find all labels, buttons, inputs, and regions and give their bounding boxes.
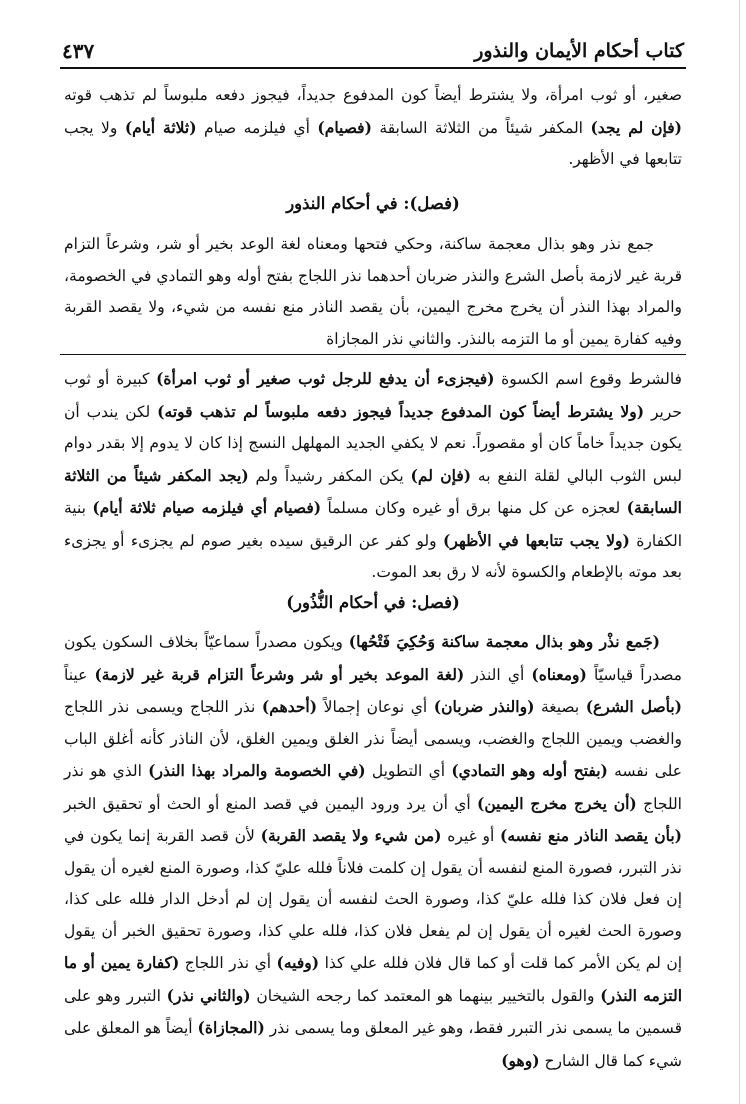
text-run: يكن المكفر رشيداً ولم [248, 466, 411, 485]
text-run: أي النذر [464, 665, 532, 684]
header-rule [60, 67, 686, 69]
bold-run: (فصيام أي فيلزمه صيام ثلاثة أيام) [92, 498, 322, 517]
text-run: بنية الكفارة [64, 499, 683, 550]
bold-run: (وفيه) [276, 953, 320, 972]
bold-run: (كفارة يمين أو ما التزمه النذر) [64, 953, 683, 1005]
text-run: أيضاً هو المعلق على شيء كما قال الشارح [64, 1019, 682, 1070]
text-run: لكن يندب أن يكون جديداً خاماً كان أو مقصوراً. نعم لا يكفي الجديد المهلهل النسج إذا كان لا يدوم إلا بقدر دوام لبس الثوب البالي لقلة النفع به [64, 402, 683, 485]
text-run: أي التطويل [365, 762, 452, 780]
text-run: ولو كفر عن الرقيق سيده بغير صوم لم يجزىء أو يجزىء بعد موته بالإطعام والكسوة لأنه لا رق بعد الموت. [64, 531, 682, 581]
bold-run: (بفتح أوله وهو التمادي) [451, 761, 608, 780]
text-run: لأن قصد القربة إنما يكون في نذر التبرر، فصورة المنع لنفسه أن يقول إن كلمت فلاناً فلله عليّ كذا، وصورة المنع لغيره أن يقول إن فعل فلان كذا فلله عليّ كذا، وصورة الحث لنفسه أن يقول إن لم أدخل الدار فلله على كذا، وصورة الحث لغيره أن يقول إن لم يفعل فلان كذا، فلله علي كذا، وصورة تحقيق الخبر أن يقول إن لم يكن الأمر كما قلت أو كما قال فلان فلله علي كذا [64, 827, 683, 972]
bold-run: (جَمع نذْر وهو بذال معجمة ساكنة وَحُكِيَ فَتْحُها) [348, 632, 660, 651]
text-run: التبرر وهو على قسمين ما يسمى نذر التبرر فقط، وهو غير المعلق وما يسمى نذر [64, 986, 683, 1037]
bold-run: (لغة الموعد بخير أو شر وشرعاً التزام قربة غير لازمة) [94, 664, 465, 684]
text-run: عيناً [64, 665, 95, 684]
matn-paragraph-2: جمع نذر وهو بذال معجمة ساكنة، وحكي فتحها ومعناه لغة الوعد بخير أو شر، وشرعاً التزام قربة غير لازمة بأصل الشرع والنذر ضربان أحدهما نذر اللجاج بفتح أوله وهو التمادي في الخصومة، والمراد بهذا النذر أن يخرج مخرج اليمين، بأن يقصد الناذر منع نفسه من شيء، ولا يقصد القربة وفيه كفارة يمين أو ما التزمه بالنذر. والثاني نذر المجازاة [64, 235, 682, 348]
bold-run: (ولا يجب تتابعها في الأظهر) [443, 530, 630, 550]
sharh-paragraph-2 [64, 626, 682, 1077]
page-edge [739, 0, 740, 1104]
text-run: المكفر شيئاً من الثلاثة السابقة [371, 118, 591, 137]
bold-run: (من شيء ولا يقصد القربة) [260, 826, 442, 845]
matn-sharh-separator [60, 354, 686, 355]
text-run: أي نذر اللجاج [179, 954, 277, 972]
bold-run: (فيجزىء أن يدفع للرجل ثوب صغير أو ثوب امرأة) [156, 369, 495, 388]
bold-run: (بأن يقصد الناذر منع نفسه) [500, 826, 683, 845]
text-run: كبيرة أو ثوب حرير [64, 370, 682, 421]
bold-run: (فإن لم يجد) [590, 117, 683, 137]
text-run: ولا يجب تتابعها في الأظهر. [64, 118, 682, 168]
text-run: فالشرط وقوع اسم الكسوة [494, 370, 682, 388]
bold-run: (ومعناه) [531, 664, 587, 684]
bold-run: (والنذر ضربان) [433, 697, 535, 716]
bold-run: (وهو) [501, 1050, 540, 1070]
page-header [62, 36, 684, 66]
text-run: لعجزه عن كل منها برق أو غيره وكان مسلماً [321, 499, 627, 517]
text-run: أي فيلزمه صيام [196, 118, 318, 137]
text-run: بصيغة [534, 698, 586, 716]
text-run: صغير، أو ثوب امرأة، ولا يشترط أيضاً كون المدفوع جديداً، فيجوز دفعه ملبوساً لم تذهب قوته [64, 86, 682, 104]
matn-section-heading: (فصل): في أحكام النذور [286, 194, 460, 213]
bold-run: (المجازاة) [197, 1018, 265, 1037]
running-title: كتاب أحكام الأيمان والنذور [474, 40, 684, 62]
matn-paragraph-1 [64, 80, 682, 176]
text-run: ويكون مصدراً سماعيّاً بخلاف السكون يكون مصدراً قياسيّاً [64, 633, 682, 684]
bold-run: (ثلاثة أيام) [124, 117, 197, 137]
bold-run: (والثاني نذر) [166, 985, 251, 1005]
bold-run: (بأصل الشرع) [585, 697, 682, 716]
sharh-paragraph-1 [64, 363, 682, 589]
bold-run: (أن يخرج مخرج اليمين) [477, 793, 637, 813]
text-run: أي نوعان إجمالاً [317, 698, 434, 716]
bold-run: (ولا يشترط أيضاً كون المدفوع جديداً فيجوز دفعه ملبوساً لم تذهب قوته) [157, 401, 645, 421]
page-number: ٤٣٧ [62, 39, 95, 63]
bold-run: (يجد المكفر شيئاً من الثلاثة السابقة) [64, 465, 682, 517]
text-run: نذر اللجاج ويسمى نذر اللجاج والغضب ويمين اللجاج والغضب، ويسمى أيضاً نذر الغلق ويمين الغلق، لأن الناذر كأنه أغلق الباب على نفسه [64, 698, 683, 780]
sharh-section-heading: (فصل: في أحكام النُّذُور) [286, 593, 460, 612]
text-run: والقول بالتخيير بينهما هو المعتمد كما رجحه الشيخان [250, 986, 601, 1005]
bold-run: (فإن لم) [410, 465, 472, 485]
bold-run: (فصيام) [317, 117, 372, 137]
text-run: أو غيره [441, 827, 501, 845]
bold-run: (أحدهم) [261, 697, 318, 716]
text-run: أي أن يرد ورود اليمين في قصد المنع أو الحث أو تحقيق الخبر [64, 794, 478, 813]
bold-run: (في الخصومة والمراد بهذا النذر) [148, 761, 366, 780]
text-run: الذي هو نذر اللجاج [64, 762, 682, 813]
